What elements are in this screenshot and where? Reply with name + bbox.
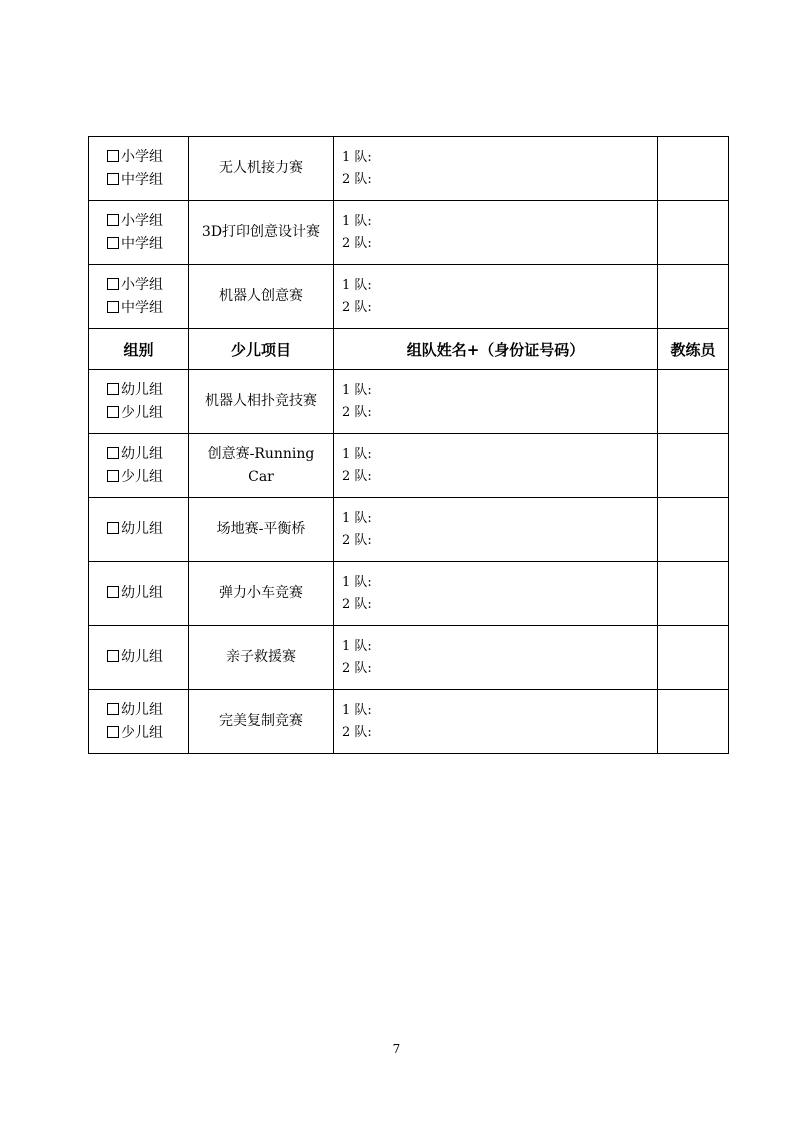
team-cell[interactable] <box>334 265 658 329</box>
checkbox-icon[interactable] <box>107 703 119 715</box>
group-checkbox[interactable]: 少儿组 <box>107 402 188 425</box>
checkbox-icon[interactable] <box>107 173 119 185</box>
group-checkbox[interactable]: 少儿组 <box>107 722 188 745</box>
header-event: 少儿项目 <box>189 329 334 370</box>
group-checkbox[interactable]: 幼儿组 <box>107 582 188 605</box>
team-1-label: 1 队: <box>342 510 372 526</box>
team-2-label: 2 队: <box>342 404 372 420</box>
team-2-label: 2 队: <box>342 468 372 484</box>
team-1-label: 1 队: <box>342 446 372 462</box>
team-2-label: 2 队: <box>342 596 372 612</box>
checkbox-icon[interactable] <box>107 470 119 482</box>
team-1-label: 1 队: <box>342 149 372 165</box>
team-cell[interactable] <box>334 370 658 434</box>
table-row <box>89 434 729 498</box>
table-row <box>89 265 729 329</box>
coach-cell[interactable] <box>658 265 729 329</box>
checkbox-icon[interactable] <box>107 447 119 459</box>
table-row <box>89 137 729 201</box>
event-cell: 场地赛-平衡桥 <box>189 498 334 562</box>
team-1-label: 1 队: <box>342 702 372 718</box>
team-cell[interactable] <box>334 562 658 626</box>
team-1-label: 1 队: <box>342 382 372 398</box>
team-1-label: 1 队: <box>342 213 372 229</box>
team-2-label: 2 队: <box>342 532 372 548</box>
team-2-label: 2 队: <box>342 299 372 315</box>
team-cell[interactable] <box>334 201 658 265</box>
table-row <box>89 498 729 562</box>
group-checkbox[interactable]: 幼儿组 <box>107 699 188 722</box>
group-cell <box>89 201 189 265</box>
registration-table <box>88 136 729 754</box>
table-row <box>89 626 729 690</box>
checkbox-icon[interactable] <box>107 586 119 598</box>
event-cell: 亲子救援赛 <box>189 626 334 690</box>
header-group: 组别 <box>89 329 189 370</box>
group-checkbox[interactable]: 小学组 <box>107 274 188 297</box>
team-2-label: 2 队: <box>342 235 372 251</box>
group-cell <box>89 562 189 626</box>
table-row <box>89 690 729 754</box>
team-1-label: 1 队: <box>342 574 372 590</box>
group-checkbox[interactable]: 幼儿组 <box>107 443 188 466</box>
group-checkbox[interactable]: 少儿组 <box>107 466 188 489</box>
team-cell[interactable] <box>334 498 658 562</box>
group-cell <box>89 498 189 562</box>
checkbox-icon[interactable] <box>107 383 119 395</box>
event-cell: 机器人相扑竞技赛 <box>189 370 334 434</box>
team-2-label: 2 队: <box>342 171 372 187</box>
checkbox-icon[interactable] <box>107 150 119 162</box>
event-cell: 3D打印创意设计赛 <box>189 201 334 265</box>
header-coach: 教练员 <box>658 329 729 370</box>
group-checkbox[interactable]: 中学组 <box>107 297 188 320</box>
checkbox-icon[interactable] <box>107 214 119 226</box>
coach-cell[interactable] <box>658 434 729 498</box>
group-cell <box>89 434 189 498</box>
team-cell[interactable] <box>334 626 658 690</box>
checkbox-icon[interactable] <box>107 237 119 249</box>
team-cell[interactable] <box>334 690 658 754</box>
event-cell: 创意赛-Running Car <box>189 434 334 498</box>
group-checkbox[interactable]: 中学组 <box>107 169 188 192</box>
group-checkbox[interactable]: 小学组 <box>107 210 188 233</box>
checkbox-icon[interactable] <box>107 301 119 313</box>
checkbox-icon[interactable] <box>107 278 119 290</box>
checkbox-icon[interactable] <box>107 522 119 534</box>
coach-cell[interactable] <box>658 690 729 754</box>
checkbox-icon[interactable] <box>107 726 119 738</box>
team-cell[interactable] <box>334 137 658 201</box>
coach-cell[interactable] <box>658 626 729 690</box>
team-cell[interactable] <box>334 434 658 498</box>
group-cell <box>89 626 189 690</box>
table-header-row <box>89 329 729 370</box>
group-cell <box>89 137 189 201</box>
header-team: 组队姓名+（身份证号码） <box>334 329 658 370</box>
event-cell: 弹力小车竞赛 <box>189 562 334 626</box>
event-cell: 机器人创意赛 <box>189 265 334 329</box>
group-checkbox[interactable]: 小学组 <box>107 146 188 169</box>
event-cell: 无人机接力赛 <box>189 137 334 201</box>
team-2-label: 2 队: <box>342 660 372 676</box>
group-checkbox[interactable]: 中学组 <box>107 233 188 256</box>
group-cell <box>89 690 189 754</box>
coach-cell[interactable] <box>658 137 729 201</box>
team-2-label: 2 队: <box>342 724 372 740</box>
team-1-label: 1 队: <box>342 277 372 293</box>
coach-cell[interactable] <box>658 370 729 434</box>
group-checkbox[interactable]: 幼儿组 <box>107 379 188 402</box>
coach-cell[interactable] <box>658 562 729 626</box>
coach-cell[interactable] <box>658 498 729 562</box>
coach-cell[interactable] <box>658 201 729 265</box>
checkbox-icon[interactable] <box>107 406 119 418</box>
group-checkbox[interactable]: 幼儿组 <box>107 518 188 541</box>
table-row <box>89 562 729 626</box>
group-cell <box>89 265 189 329</box>
event-cell: 完美复制竞赛 <box>189 690 334 754</box>
group-checkbox[interactable]: 幼儿组 <box>107 646 188 669</box>
table-row <box>89 370 729 434</box>
checkbox-icon[interactable] <box>107 650 119 662</box>
team-1-label: 1 队: <box>342 638 372 654</box>
table-row <box>89 201 729 265</box>
page-number: 7 <box>392 1042 401 1056</box>
group-cell <box>89 370 189 434</box>
